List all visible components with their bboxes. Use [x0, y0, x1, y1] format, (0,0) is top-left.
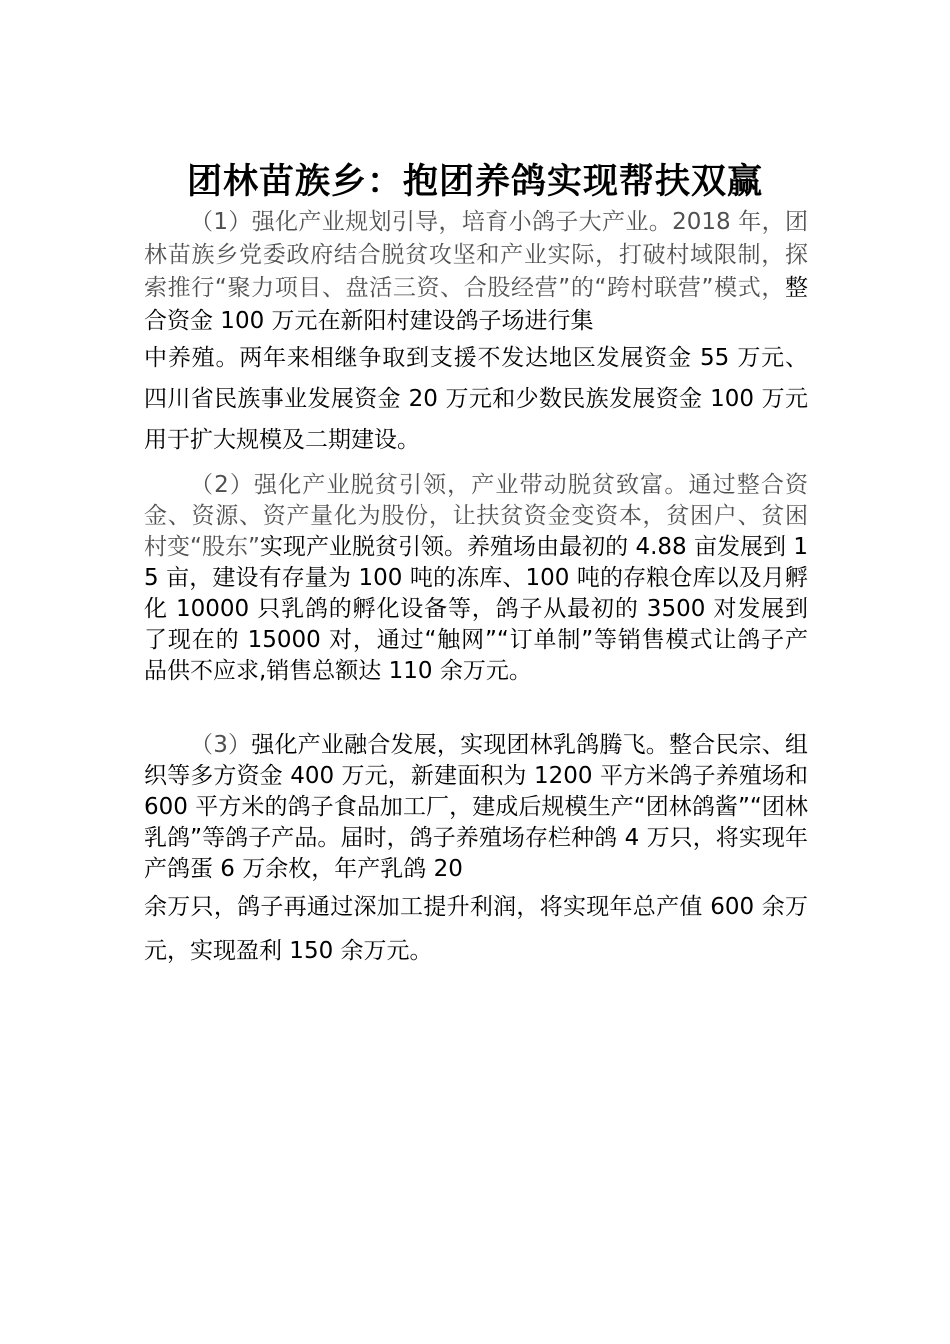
document-title: 团林苗族乡：抱团养鸽实现帮扶双赢 [186, 161, 763, 202]
paragraph-1 [144, 206, 808, 461]
paragraph-3-lead: （3） [190, 732, 252, 758]
paragraph-1-lead: （1）强化产业规划引导，培育小鸽子大产业。2018 年，团林苗族乡党委政府结合脱贫攻坚和产业实际，打破村域限制，探索推行“聚力项目、盘活三资、合股经营”的“跨村联营”模式， [144, 209, 808, 301]
paragraph-2 [144, 470, 808, 687]
paragraph-3-body-a: 强化产业融合发展，实现团林乳鸽腾飞。整合民宗、组织等多方资金 400 万元，新建面积为 1200 平方米鸽子养殖场和 600 平方米的鸽子食品加工厂，建成后规模生产“团林鸽酱”“团林乳鸽”等鸽子产品。届时，鸽子养殖场存栏种鸽 4 万只，将实现年产鸽蛋 6 万余枚，年产乳鸽 20 [144, 732, 809, 882]
paragraph-3 [144, 730, 808, 973]
paragraph-3-body-b: 余万只，鸽子再通过深加工提升利润，将实现年总产值 600 余万元，实现盈利 150 余万元。 [144, 894, 808, 964]
paragraph-1-body-a: 整合资金 100 万元在新阳村建设鸽子场进行集 [144, 275, 808, 334]
paragraph-2-body-a: 实现产业脱贫引领。养殖场由最初的 4.88 亩发展到 15 亩，建设有存量为 100 吨的冻库、100 吨的存粮仓库以及月孵化 10000 只乳鸽的孵化设备等，鸽子从最初的 3500 对发展到了现在的 15000 对，通过“触网”“订单制”等销售模式让鸽子产品供不应求,销售总额达 110 余万元。 [144, 534, 808, 684]
paragraph-2-lead: （2）强化产业脱贫引领，产业带动脱贫致富。通过整合资金、资源、资产量化为股份，让扶贫资金变资本，贫困户、贫困村变“股东” [144, 472, 808, 560]
paragraph-1-body-b: 中养殖。两年来相继争取到支援不发达地区发展资金 55 万元、四川省民族事业发展资金 20 万元和少数民族发展资金 100 万元用于扩大规模及二期建设。 [144, 345, 808, 453]
